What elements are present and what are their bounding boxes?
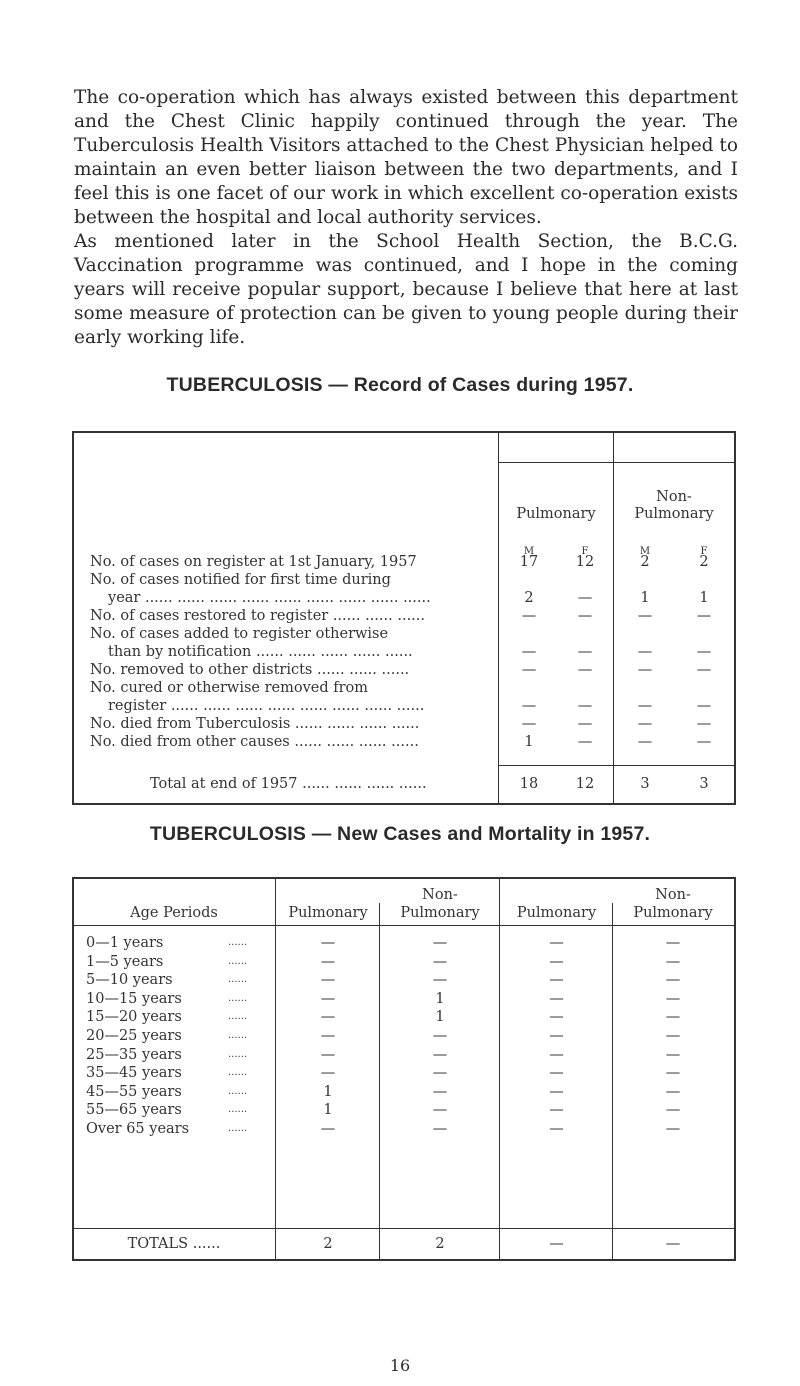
t2-totals-label: TOTALS ...... [127,1236,221,1252]
t1-cell: — [696,698,712,714]
t2-total-cell: — [665,1236,681,1252]
t2-cell: 1 [435,990,445,1007]
t1-row-label: No. died from Tuberculosis ...... ...... ...... ...... [90,716,420,732]
t2-cell: — [320,935,336,951]
t1-cell: 17 [519,554,539,570]
t2-age-label: 10—15 years [86,990,182,1007]
t2-age-leader: ...... [228,1011,248,1023]
t1-cell: — [696,716,712,732]
paragraph-2: As mentioned later in the School Health Section, the B.C.G. Vaccination programme was continued, and I hope in the coming years will receive popular support, because I believe that here at last some measure of protection can be given to young people during their early working life. [74,231,738,348]
t1-header-nonpulmonary-2: Pulmonary [634,506,714,522]
t1-cell: 12 [575,554,595,570]
t1-total-label: Total at end of 1957 ...... ...... ...... ...... [150,776,427,792]
t2-header-nonpulmonary-1b: Pulmonary [400,905,480,921]
t1-cell: — [577,644,593,660]
t1-cell: — [521,644,537,660]
t2-header-nonpulmonary-1a: Non- [422,887,458,903]
t2-age-label: 20—25 years [86,1028,182,1044]
t1-cell: — [637,662,653,678]
t2-age-label: 1—5 years [86,953,164,970]
t2-header-pulmonary-2: Pulmonary [516,905,597,921]
t2-total-cell: — [549,1236,564,1252]
t1-row-label: than by notification ...... ...... ...... ...... ...... [108,644,413,660]
t1-cell: 1 [699,590,709,606]
t2-age-leader: ...... [228,1104,248,1116]
t1-header-pulmonary: Pulmonary [516,506,596,522]
t1-total-cell: 18 [519,776,539,792]
t2-cell: — [665,990,681,1007]
t1-cell: — [577,734,593,750]
t2-cell: — [432,1121,448,1137]
t2-age-label: 15—20 years [86,1009,182,1026]
t1-cell: 1 [524,734,534,750]
t2-age-label: 55—65 years [86,1102,182,1119]
t1-cell: — [637,734,653,750]
t2-cell: — [432,972,448,989]
t2-cell: — [549,990,564,1007]
t1-cell: — [637,644,653,660]
t2-cell: — [549,1083,564,1100]
t2-cell: — [549,972,564,989]
t2-cell: — [549,1102,564,1119]
t2-age-label: 5—10 years [86,972,173,989]
t1-cell: — [696,644,712,660]
t1-cell: 1 [640,590,650,606]
t2-cell: — [432,935,448,951]
t2-total-cell: 2 [323,1236,333,1252]
t2-age-label: 45—55 years [86,1083,182,1100]
t2-cell: — [549,935,564,951]
t2-cell: — [549,1028,564,1044]
t2-age-leader: ...... [228,1048,248,1060]
t2-cell: — [665,1083,681,1100]
t1-cell: — [696,734,712,750]
t2-cell: — [665,1028,681,1044]
t1-cell: 2 [524,590,534,606]
t1-row-label: No. of cases restored to register ...... ...... ...... [90,608,426,624]
t2-cell: — [665,972,681,989]
t2-header-nonpulmonary-2a: Non- [655,887,691,903]
t2-cell: — [320,1121,336,1137]
t1-total-cell: 12 [575,776,595,792]
t2-header-age: Age Periods [130,905,218,921]
t2-cell: — [432,1102,448,1119]
t2-cell: — [549,1065,564,1082]
t1-row-label: No. died from other causes ...... ...... ...... ...... [90,734,419,750]
t2-age-leader: ...... [228,937,248,948]
t2-cell: — [665,953,681,970]
t1-cell: — [577,608,593,624]
t2-cell: — [549,953,564,970]
t2-cell: 1 [323,1083,333,1100]
t2-age-leader: ...... [228,1067,248,1079]
t2-cell: — [665,1046,681,1063]
t2-cell: — [665,1102,681,1119]
t2-cell: — [432,1065,448,1082]
t1-row-label: No. of cases added to register otherwise [90,626,389,642]
t2-age-leader: ...... [228,974,248,986]
t1-total-cell: 3 [699,776,709,792]
t1-cell: — [577,698,593,714]
t1-cell: — [696,608,712,624]
t1-cell: — [637,698,653,714]
t1-subheader-f: F [700,546,708,557]
t1-cell: — [577,590,593,606]
t2-age-label: Over 65 years [86,1121,190,1137]
paragraph-1: The co-operation which has always existed between this department and the Chest Clinic happily continued through the year. The Tuberculosis Health Visitors attached to the Chest Physician helped to maintain an even better liaison between the two departments, and I feel this is one facet of our work in which excellent co-operation exists between the hospital and local authority services. [74,87,738,228]
t2-cell: — [320,953,336,970]
t2-total-cell: 2 [435,1236,445,1252]
t2-cell: — [432,1083,448,1100]
t2-cell: — [320,972,336,989]
t1-cell: — [521,608,537,624]
t1-header-nonpulmonary-1: Non- [656,489,692,505]
t2-age-leader: ...... [228,955,248,967]
t2-cell: — [665,1009,681,1026]
t2-age-label: 0—1 years [86,935,164,951]
t2-cell: 1 [435,1009,445,1026]
t1-cell: 2 [699,554,709,570]
t1-cell: 2 [640,554,650,570]
t2-age-leader: ...... [228,1030,248,1041]
t2-cell: — [320,1028,336,1044]
t2-cell: — [320,1046,336,1063]
t2-cell: — [320,1065,336,1082]
t1-cell: — [696,662,712,678]
t1-cell: — [521,698,537,714]
t1-cell: — [521,662,537,678]
t2-header-pulmonary-1: Pulmonary [288,905,368,921]
t1-cell: — [577,662,593,678]
t2-cell: — [665,1121,681,1137]
t2-age-leader: ...... [228,1085,248,1097]
t1-row-label: No. cured or otherwise removed from [90,680,369,696]
t2-age-label: 35—45 years [86,1065,182,1082]
t2-cell: — [549,1121,564,1137]
t1-total-cell: 3 [640,776,650,792]
t2-cell: — [549,1046,564,1063]
t1-cell: — [521,716,537,732]
t2-cell: — [432,953,448,970]
t1-row-label: No. of cases notified for first time during [90,572,391,588]
t1-row-label: year ...... ...... ...... ...... ...... ...... ...... ...... ...... [108,590,431,606]
t1-subheader-f: F [581,546,589,557]
t2-age-leader: ...... [228,992,248,1004]
t1-cell: — [637,608,653,624]
page-number: 16 [389,1356,411,1375]
table1-title: TUBERCULOSIS — Record of Cases during 1957. [166,374,634,396]
t1-cell: — [577,716,593,732]
t2-cell: 1 [323,1102,333,1119]
t2-cell: — [665,935,681,951]
t2-age-label: 25—35 years [86,1046,182,1063]
t2-cell: — [665,1065,681,1082]
t1-cell: — [637,716,653,732]
t2-cell: — [320,990,336,1007]
t1-row-label: register ...... ...... ...... ...... ...... ...... ...... ...... [108,698,425,714]
t1-subheader-m: M [639,546,651,557]
t2-cell: — [549,1009,564,1026]
t2-cell: — [432,1028,448,1044]
t1-row-label: No. removed to other districts ...... ...... ...... [90,662,410,678]
t2-header-nonpulmonary-2b: Pulmonary [633,905,713,921]
t1-subheader-m: M [523,546,535,557]
t2-cell: — [432,1046,448,1063]
t2-cell: — [320,1009,336,1026]
t2-age-leader: ...... [228,1123,248,1134]
t1-row-label: No. of cases on register at 1st January, 1957 [90,554,417,570]
table2-title: TUBERCULOSIS — New Cases and Mortality in 1957. [149,823,651,845]
